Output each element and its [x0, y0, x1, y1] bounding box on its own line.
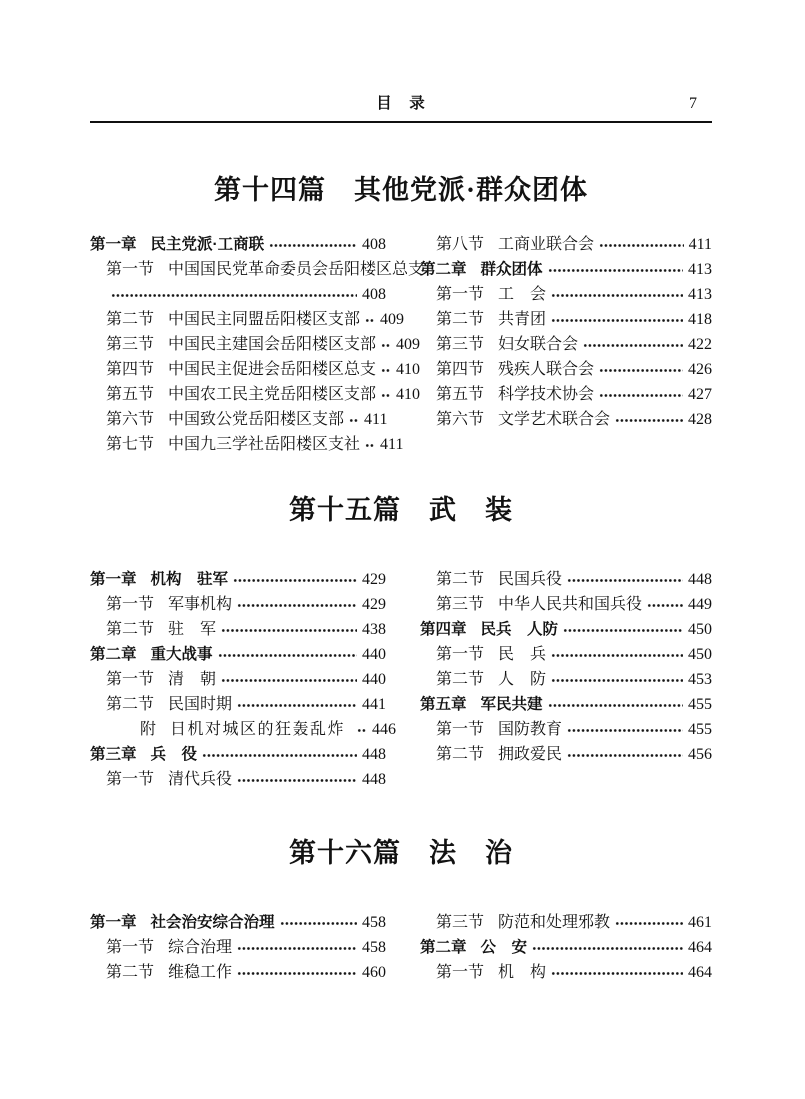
entry-label: 第二节 [436, 671, 485, 688]
toc-entry [420, 567, 712, 592]
entry-page: 427 [688, 386, 712, 403]
entry-label: 第一节 [106, 939, 155, 956]
entry-title: 工 会 [498, 286, 547, 303]
toc-entry [90, 407, 386, 432]
entry-title: 军事机构 [168, 596, 233, 613]
toc-entry [420, 617, 712, 642]
entry-label: 第一节 [106, 596, 155, 613]
entry-page: 410 [396, 361, 421, 378]
entry-label: 第二章 [420, 939, 467, 956]
entry-page: 448 [688, 571, 712, 588]
entry-label: 第二节 [436, 311, 485, 328]
dot-leader [551, 960, 683, 985]
toc-entry [420, 407, 712, 432]
toc-column-left [90, 567, 397, 792]
dot-leader [221, 667, 357, 692]
entry-page: 429 [362, 596, 386, 613]
entry-title: 中华人民共和国兵役 [498, 596, 643, 613]
entry-page: 413 [688, 286, 712, 303]
toc-entry [420, 282, 712, 307]
toc-entry [420, 960, 712, 985]
entry-page: 449 [688, 596, 712, 613]
entry-label: 第四章 [420, 621, 467, 638]
toc-entry [90, 307, 405, 332]
toc-part [90, 495, 712, 792]
dot-leader [583, 332, 683, 357]
toc-entry [90, 567, 386, 592]
toc-column-right [420, 567, 712, 767]
entry-title: 驻 军 [168, 621, 217, 638]
entry-page: 458 [362, 914, 386, 931]
entry-label: 第五章 [420, 696, 467, 713]
entry-page: 453 [688, 671, 712, 688]
entry-page: 458 [362, 939, 386, 956]
entry-label: 第二节 [436, 571, 485, 588]
toc-part [90, 175, 712, 457]
dot-leader [381, 382, 391, 407]
entry-label: 第一章 [90, 236, 137, 253]
toc-entry [90, 742, 386, 767]
entry-page: 450 [688, 646, 712, 663]
entry-page: 455 [688, 696, 712, 713]
entry-label: 第二节 [106, 964, 155, 981]
toc-entry [90, 592, 386, 617]
dot-leader [615, 910, 683, 935]
entry-page: 450 [688, 621, 712, 638]
dot-leader [280, 910, 357, 935]
dot-leader [567, 717, 683, 742]
entry-label: 第三节 [436, 596, 485, 613]
entry-title: 民国时期 [168, 696, 233, 713]
dot-leader [237, 767, 357, 792]
entry-title: 民国兵役 [498, 571, 563, 588]
entry-page: 408 [362, 236, 386, 253]
toc-entry [420, 232, 712, 257]
entry-label: 第二节 [106, 311, 155, 328]
entry-title: 综合治理 [168, 939, 233, 956]
dot-leader [349, 407, 359, 432]
dot-leader [365, 432, 375, 457]
toc-entry [90, 642, 386, 667]
dot-leader [111, 282, 357, 307]
toc-entry [420, 742, 712, 767]
entry-label: 第一节 [106, 671, 155, 688]
entry-page: 441 [362, 696, 386, 713]
entry-label: 第三节 [436, 336, 485, 353]
entry-label: 第一节 [436, 721, 485, 738]
toc-entry [420, 692, 712, 717]
toc-entry [90, 332, 421, 357]
entry-title: 中国国民党革命委员会岳阳楼区总支 [168, 261, 425, 278]
dot-leader [548, 257, 683, 282]
entry-label: 第一节 [106, 771, 155, 788]
entry-title: 中国民主促进会岳阳楼区总支 [168, 361, 377, 378]
entry-page: 411 [380, 436, 404, 453]
toc-entry [90, 432, 404, 457]
entry-page: 438 [362, 621, 386, 638]
entry-title: 维稳工作 [168, 964, 233, 981]
entry-label: 第一章 [90, 914, 137, 931]
entry-label: 第二章 [90, 646, 137, 663]
entry-label: 第三章 [90, 746, 137, 763]
part-title: 第十五篇 武 装 [289, 495, 513, 525]
entry-label: 第四节 [106, 361, 155, 378]
entry-title: 中国民主建国会岳阳楼区支部 [168, 336, 377, 353]
entry-title: 机 构 [498, 964, 547, 981]
dot-leader [221, 617, 357, 642]
toc-entry [90, 717, 397, 742]
dot-leader [615, 407, 683, 432]
entry-page: 408 [362, 286, 386, 303]
entry-label: 第六节 [436, 411, 485, 428]
dot-leader [548, 692, 683, 717]
entry-title: 军民共建 [480, 696, 543, 713]
toc-entry [420, 642, 712, 667]
entry-label: 第七节 [106, 436, 155, 453]
toc-column-right [420, 910, 712, 985]
entry-page: 448 [362, 746, 386, 763]
toc-entry [420, 717, 712, 742]
entry-page: 460 [362, 964, 386, 981]
entry-page: 448 [362, 771, 386, 788]
toc-entry [90, 282, 386, 307]
toc-entry [420, 357, 712, 382]
dot-leader [532, 935, 683, 960]
folio-page-number: 7 [689, 95, 697, 112]
entry-label: 第四节 [436, 361, 485, 378]
entry-label: 第五节 [436, 386, 485, 403]
entry-page: 413 [688, 261, 712, 278]
toc-entry [90, 382, 421, 407]
entry-title: 兵 役 [150, 746, 198, 763]
running-title: 目 录 [376, 95, 426, 112]
dot-leader [551, 642, 683, 667]
entry-label: 第三节 [106, 336, 155, 353]
entry-title: 人 防 [498, 671, 547, 688]
entry-title: 残疾人联合会 [498, 361, 595, 378]
entry-title: 科学技术协会 [498, 386, 595, 403]
entry-page: 456 [688, 746, 712, 763]
toc-entry [420, 935, 712, 960]
toc-column-left [90, 910, 386, 985]
entry-page: 429 [362, 571, 386, 588]
entry-title: 拥政爱民 [498, 746, 563, 763]
toc-part [90, 838, 712, 985]
dot-leader [567, 742, 683, 767]
entry-page: 461 [688, 914, 712, 931]
toc-column-left [90, 232, 425, 457]
entry-title: 社会治安综合治理 [150, 914, 275, 931]
dot-leader [567, 567, 683, 592]
dot-leader [599, 357, 683, 382]
dot-leader [233, 567, 357, 592]
entry-page: 422 [688, 336, 712, 353]
entry-title: 妇女联合会 [498, 336, 579, 353]
entry-label: 第一节 [106, 261, 155, 278]
toc-columns [90, 910, 712, 985]
part-title: 第十四篇 其他党派·群众团体 [213, 175, 588, 205]
dot-leader [237, 935, 357, 960]
dot-leader [269, 232, 357, 257]
toc-entry [90, 257, 425, 282]
entry-label: 第二章 [420, 261, 467, 278]
toc-columns [90, 567, 712, 792]
toc-entry [420, 592, 712, 617]
entry-title: 共青团 [498, 311, 547, 328]
dot-leader [647, 592, 683, 617]
dot-leader [599, 232, 684, 257]
entry-page: 418 [688, 311, 712, 328]
dot-leader [381, 357, 391, 382]
dot-leader [237, 692, 357, 717]
entry-label: 第二节 [106, 621, 155, 638]
toc-entry [90, 960, 386, 985]
toc-entry [90, 910, 386, 935]
entry-title: 日机对城区的狂轰乱炸 [170, 721, 346, 738]
entry-title: 中国农工民主党岳阳楼区支部 [168, 386, 377, 403]
toc-entry [420, 667, 712, 692]
entry-page: 446 [372, 721, 397, 738]
entry-page: 411 [688, 236, 712, 253]
toc-entry [90, 935, 386, 960]
toc-entry [90, 357, 421, 382]
dot-leader [202, 742, 357, 767]
toc-entry [90, 767, 386, 792]
entry-label: 第二节 [106, 696, 155, 713]
entry-label: 第一节 [436, 964, 485, 981]
entry-title: 公 安 [480, 939, 528, 956]
dot-leader [237, 592, 357, 617]
entry-label: 第八节 [436, 236, 485, 253]
entry-title: 文学艺术联合会 [498, 411, 611, 428]
entry-title: 重大战事 [150, 646, 213, 663]
dot-leader [218, 642, 357, 667]
entry-title: 中国民主同盟岳阳楼区支部 [168, 311, 361, 328]
dot-leader [551, 667, 683, 692]
page-header [90, 93, 712, 115]
entry-page: 428 [688, 411, 712, 428]
dot-leader [551, 282, 683, 307]
entry-label: 第一节 [436, 646, 485, 663]
part-title: 第十六篇 法 治 [289, 838, 513, 868]
entry-title: 民 兵 [498, 646, 547, 663]
dot-leader [551, 307, 683, 332]
entry-page: 440 [362, 646, 386, 663]
entry-title: 防范和处理邪教 [498, 914, 611, 931]
dot-leader [381, 332, 391, 357]
entry-title: 民兵 人防 [480, 621, 559, 638]
entry-title: 民主党派·工商联 [150, 236, 265, 253]
entry-page: 410 [396, 386, 421, 403]
entry-title: 工商业联合会 [498, 236, 595, 253]
dot-leader [599, 382, 683, 407]
entry-page: 455 [688, 721, 712, 738]
toc-entry [90, 667, 386, 692]
entry-page: 464 [688, 939, 712, 956]
entry-page: 409 [380, 311, 405, 328]
entry-label: 第二节 [436, 746, 485, 763]
dot-leader [563, 617, 683, 642]
dot-leader [357, 717, 367, 742]
toc-entry [420, 257, 712, 282]
toc-entry [90, 617, 386, 642]
toc-columns [90, 232, 712, 457]
entry-title: 群众团体 [480, 261, 543, 278]
toc-entry [90, 232, 386, 257]
entry-label: 第三节 [436, 914, 485, 931]
toc-entry [420, 910, 712, 935]
entry-title: 清代兵役 [168, 771, 233, 788]
toc-entry [420, 307, 712, 332]
entry-title: 清 朝 [168, 671, 217, 688]
entry-page: 409 [396, 336, 421, 353]
entry-page: 464 [688, 964, 712, 981]
toc-entry [420, 382, 712, 407]
toc-column-right [420, 232, 712, 432]
entry-label: 第一节 [436, 286, 485, 303]
entry-label: 附 [140, 721, 157, 738]
entry-label: 第一章 [90, 571, 137, 588]
dot-leader [237, 960, 357, 985]
entry-title: 机构 驻军 [150, 571, 229, 588]
entry-page: 440 [362, 671, 386, 688]
entry-title: 国防教育 [498, 721, 563, 738]
dot-leader [365, 307, 375, 332]
entry-title: 中国九三学社岳阳楼区支社 [168, 436, 361, 453]
entry-label: 第五节 [106, 386, 155, 403]
entry-label: 第六节 [106, 411, 155, 428]
entry-page: 426 [688, 361, 712, 378]
entry-title: 中国致公党岳阳楼区支部 [168, 411, 345, 428]
toc-entry [90, 692, 386, 717]
toc-entry [420, 332, 712, 357]
entry-page: 411 [364, 411, 388, 428]
toc-body [90, 123, 712, 985]
